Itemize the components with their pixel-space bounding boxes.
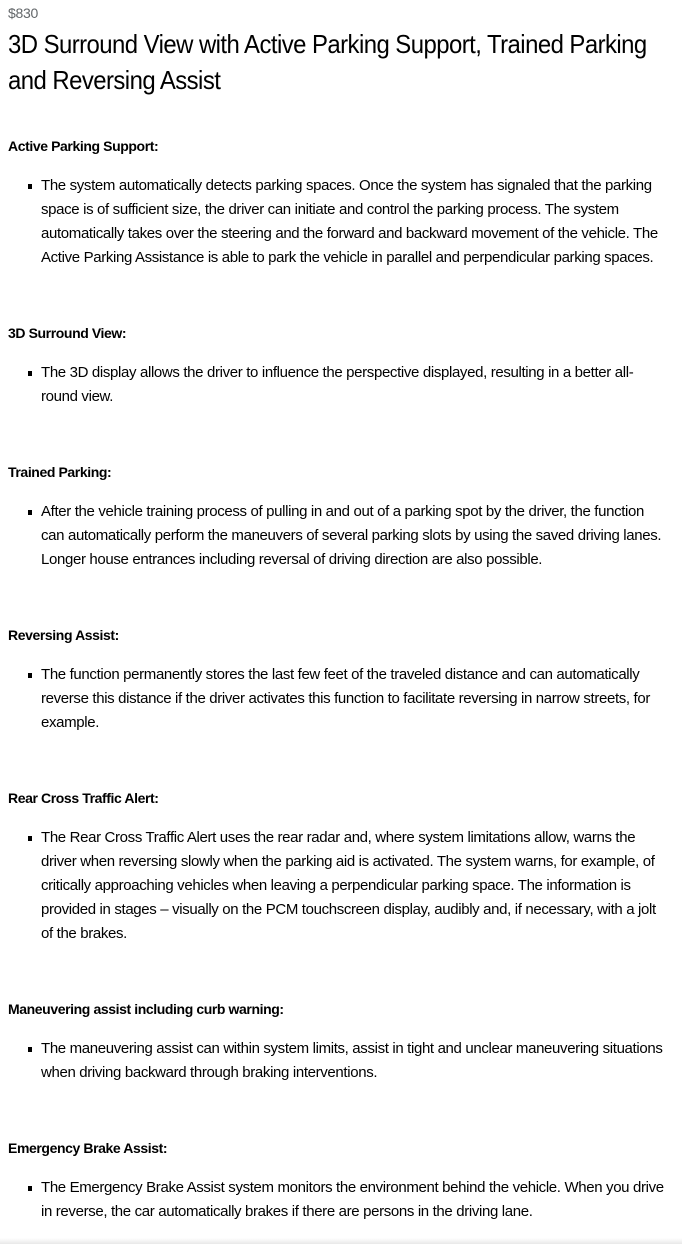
section-heading: Maneuvering assist including curb warning: [8, 1001, 284, 1017]
section-heading: 3D Surround View: [8, 325, 127, 341]
section-heading: Active Parking Support: [8, 138, 159, 154]
section-heading: Rear Cross Traffic Alert: [8, 790, 159, 806]
bullet-list [8, 500, 674, 572]
section-active-parking-support [8, 136, 674, 270]
scroll-fade [0, 1238, 682, 1244]
list-item: The Rear Cross Traffic Alert uses the rear radar and, where system limitations allow, warns the driver when reversing slowly when the parking aid is activated. The system warns, for example, of critically approaching vehicles when leaving a perpendicular parking space. The information is provided in stages – visually on the PCM touchscreen display, audibly and, if necessary, with a jolt of the brakes. [41, 826, 674, 946]
section-heading: Emergency Brake Assist: [8, 1140, 168, 1156]
list-item: After the vehicle training process of pulling in and out of a parking spot by the driver, the function can automatically perform the maneuvers of several parking slots by using the saved driving lanes. Longer house entrances including reversal of driving direction are also possible. [41, 500, 674, 572]
list-item: The Emergency Brake Assist system monitors the environment behind the vehicle. When you drive in reverse, the car automatically brakes if there are persons in the driving lane. [41, 1176, 674, 1224]
price-label: $830 [8, 5, 38, 21]
bullet-list [8, 1037, 674, 1085]
section-heading: Reversing Assist: [8, 627, 119, 643]
section-heading: Trained Parking: [8, 464, 112, 480]
feature-detail-page [0, 4, 682, 1224]
section-maneuvering-assist [8, 999, 674, 1085]
list-item: The system automatically detects parking spaces. Once the system has signaled that the parking space is of sufficient size, the driver can initiate and control the parking process. The system automatically takes over the steering and the forward and backward movement of the vehicle. The Active Parking Assistance is able to park the vehicle in parallel and perpendicular parking spaces. [41, 174, 674, 270]
section-3d-surround-view [8, 323, 674, 409]
section-rear-cross-traffic-alert [8, 788, 674, 946]
bullet-list [8, 361, 674, 409]
list-item: The maneuvering assist can within system limits, assist in tight and unclear maneuvering situations when driving backward through braking interventions. [41, 1037, 674, 1085]
bullet-list [8, 174, 674, 270]
section-reversing-assist [8, 625, 674, 735]
bullet-list [8, 1176, 674, 1224]
list-item: The 3D display allows the driver to influence the perspective displayed, resulting in a better all-round view. [41, 361, 674, 409]
list-item: The function permanently stores the last few feet of the traveled distance and can automatically reverse this distance if the driver activates this function to facilitate reversing in narrow streets, for example. [41, 663, 674, 735]
section-emergency-brake-assist [8, 1138, 674, 1224]
section-trained-parking [8, 462, 674, 572]
bullet-list [8, 663, 674, 735]
page-title: 3D Surround View with Active Parking Support, Trained Parking and Reversing Assist [8, 29, 647, 95]
bullet-list [8, 826, 674, 946]
